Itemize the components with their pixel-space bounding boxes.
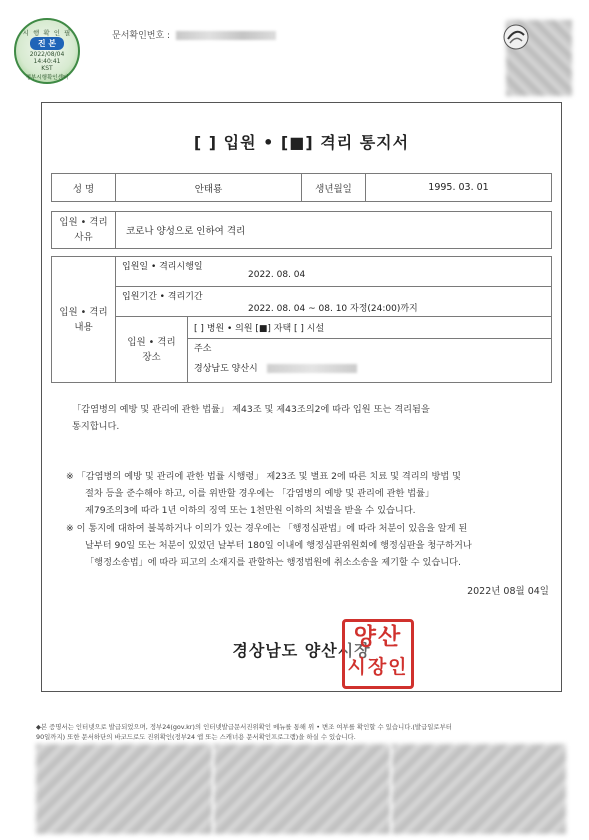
place-label-line2: 장소: [142, 351, 161, 363]
note-appeal-line3: 「행정소송법」에 따라 피고의 소재지를 관할하는 행정법원에 취소소송을 제기할 수 있습니다.: [85, 557, 461, 568]
gov24-logo-icon: [502, 23, 530, 51]
birth-label: 생년월일: [302, 174, 366, 202]
period-value: 2022. 08. 04 ~ 08. 10 자정(24:00)까지: [248, 304, 418, 314]
name-label-text: 성 명: [72, 183, 95, 195]
official-seal-stamp: [342, 619, 414, 689]
footer-notice: [36, 722, 566, 742]
start-value: 2022. 08. 04: [248, 270, 306, 280]
birth-value: 1995. 03. 01: [366, 174, 552, 202]
barcode-redacted-3: [392, 744, 566, 834]
barcode-redacted-2: [214, 744, 390, 834]
reason-value: 코로나 양성으로 인하여 격리: [116, 212, 552, 249]
verification-seal-time: 14:40:41: [33, 58, 61, 65]
note-penalty-line1: ※ 「감염병의 예방 및 관리에 관한 법률 시행령」 제23조 및 별표 2에 따른 치료 및 격리의 방법 및: [66, 471, 462, 482]
note-appeal-line1: ※ 이 통지에 대하여 불복하거나 이의가 있는 경우에는 「행정심판법」에 따라 처분이 있음을 알게 된: [66, 523, 468, 534]
place-label-line1: 입원 • 격리: [127, 336, 176, 348]
address-line: [194, 361, 545, 374]
start-label: 입원일 • 격리시행일: [122, 262, 203, 272]
verification-seal-title: 시 행 확 인 필: [22, 29, 72, 37]
reason-label-line2: 사유: [74, 232, 93, 243]
content-label-line1: 입원 • 격리: [59, 306, 108, 318]
address-redacted: [267, 364, 357, 373]
start-row: [116, 257, 552, 287]
verification-seal-date: 2022/08/04: [29, 51, 65, 58]
barcode-redacted-1: [36, 744, 212, 834]
issuer-name: 경상남도 양산시장: [232, 641, 371, 660]
address-cell: [188, 339, 552, 383]
verification-seal-badge: 진 본: [30, 37, 64, 50]
official-seal-row2: 시장인: [347, 656, 409, 678]
note-appeal: [66, 520, 536, 571]
document-number-label: 문서확인번호 :: [112, 31, 171, 41]
name-label: [52, 174, 116, 202]
name-value: 안태룡: [116, 174, 302, 202]
reason-label: [52, 212, 116, 249]
address-value: 경상남도 양산시: [194, 364, 258, 374]
main-paragraph-line2: 통지합니다.: [72, 421, 120, 432]
place-label: [116, 317, 188, 383]
note-penalty: [66, 468, 536, 519]
period-label: 입원기간 • 격리기간: [122, 292, 203, 302]
document-title: [ ] 입원 • [■] 격리 통지서: [193, 133, 410, 152]
footer-barcodes-redacted: [36, 744, 566, 834]
verification-seal-org: 정부시행확인센터: [25, 75, 69, 81]
document-number: [112, 28, 276, 41]
main-paragraph-line1: 「감염병의 예방 및 관리에 관한 법률」 제43조 및 제43조의2에 따라 입원 또는 격리됨을: [72, 404, 430, 415]
footer-notice-line1: ◆본 증명서는 인터넷으로 발급되었으며, 정부24(gov.kr)의 인터넷발급문서진위확인 메뉴를 통해 위 • 변조 여부를 확인할 수 있습니다.(발급일로부터: [36, 723, 452, 731]
issue-date: 2022년 08월 04일: [467, 586, 549, 597]
note-penalty-line2: 절차 등을 준수해야 하고, 이를 위반할 경우에는 「감염병의 예방 및 관리에 관한 법률」: [85, 488, 435, 499]
verification-seal-tz: KST: [41, 65, 53, 72]
content-label: [52, 257, 116, 383]
personal-info-table: [51, 173, 552, 202]
place-type: [ ] 병원 • 의원 [■] 자택 [ ] 시설: [188, 317, 552, 339]
footer-notice-line2: 90일까지) 또한 문서하단의 바코드로도 진위확인(정부24 앱 또는 스캐너용 문서확인프로그램)을 하실 수 있습니다.: [36, 733, 356, 741]
official-seal-row1: 양산: [353, 624, 403, 650]
document-number-redacted: [176, 31, 276, 40]
verification-seal: [14, 18, 80, 84]
notice-frame: [41, 102, 562, 692]
note-penalty-line3: 제79조의3에 따라 1년 이하의 징역 또는 1천만원 이하의 처벌을 받을 수 있습니다.: [85, 505, 416, 516]
note-appeal-line2: 날부터 90일 또는 처분이 있었던 날부터 180일 이내에 행정심판위원회에 행정심판을 청구하거나: [85, 540, 472, 551]
reason-table: [51, 211, 552, 249]
content-table: [51, 256, 552, 383]
address-label: 주소: [194, 344, 212, 354]
main-paragraph: [72, 401, 542, 435]
period-row: [116, 287, 552, 317]
reason-label-line1: 입원 • 격리: [59, 217, 108, 228]
content-label-line2: 내용: [74, 321, 93, 333]
